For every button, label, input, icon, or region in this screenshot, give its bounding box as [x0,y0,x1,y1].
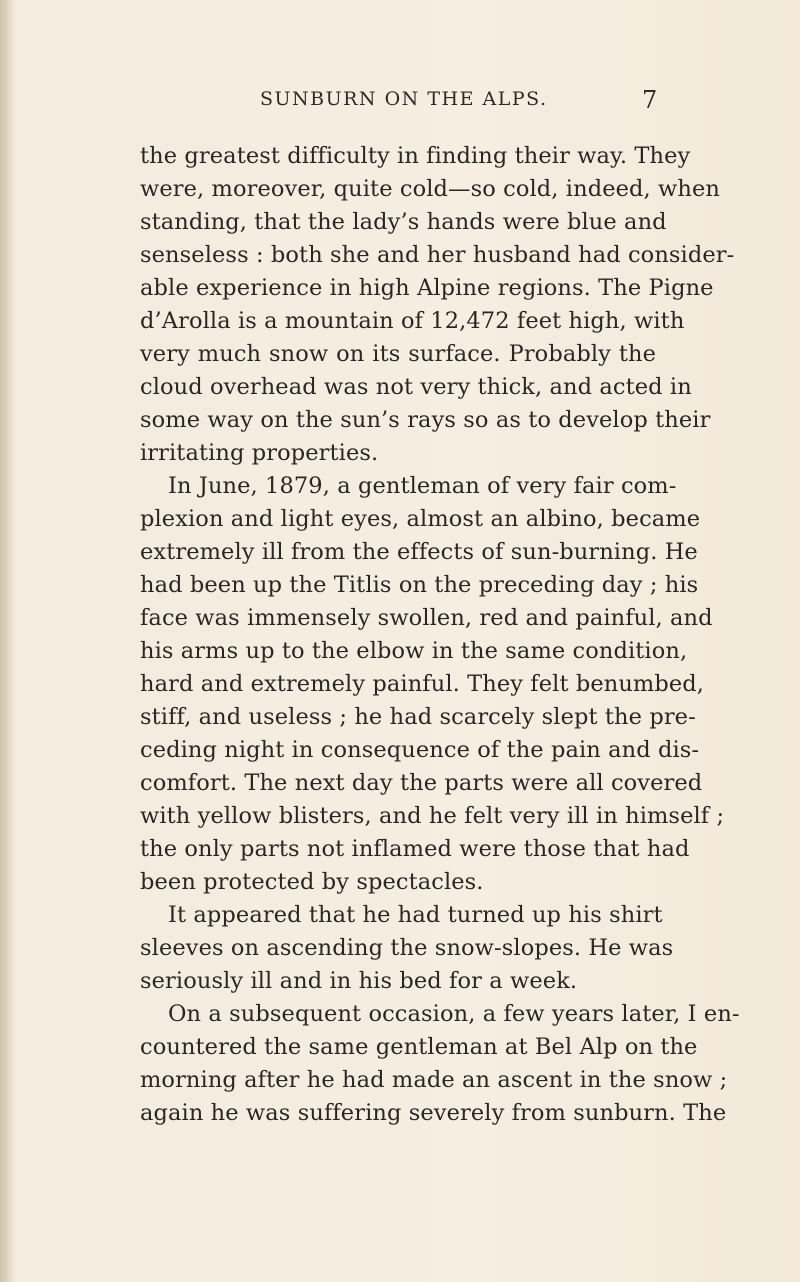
text-line: cloud overhead was not very thick, and acted in [140,374,692,400]
text-line: again he was suffering severely from sunburn. The [140,1100,727,1126]
text-line: face was immensely swollen, red and painful, and [140,605,713,631]
paragraph-start-line: It appeared that he had turned up his shirt [168,902,663,928]
paragraph-start-line: In June, 1879, a gentleman of very fair com- [168,473,677,499]
text-line: seriously ill and in his bed for a week. [140,968,578,994]
text-line: extremely ill from the effects of sun-burning. He [140,539,698,565]
text-line: stiff, and useless ; he had scarcely slept the pre- [140,704,696,730]
text-line: senseless : both she and her husband had consider- [140,242,735,268]
text-line: were, moreover, quite cold—so cold, indeed, when [140,176,720,202]
text-line: his arms up to the elbow in the same condition, [140,638,688,664]
paragraph-start-line: On a subsequent occasion, a few years later, I en- [168,1001,740,1027]
text-line: morning after he had made an ascent in the snow ; [140,1067,728,1093]
text-line: some way on the sun’s rays so as to develop their [140,407,711,433]
text-line: had been up the Titlis on the preceding day ; his [140,572,699,598]
text-line: sleeves on ascending the snow-slopes. He was [140,935,674,961]
text-line: hard and extremely painful. They felt benumbed, [140,671,705,697]
text-line: very much snow on its surface. Probably the [140,341,656,367]
body-text [140,140,740,1130]
text-line: ceding night in consequence of the pain and dis- [140,737,700,763]
text-line: irritating properties. [140,440,379,466]
text-line: been protected by spectacles. [140,869,484,895]
text-line: countered the same gentleman at Bel Alp on the [140,1034,698,1060]
text-line: standing, that the lady’s hands were blue and [140,209,667,235]
running-head [0,88,800,118]
text-line: with yellow blisters, and he felt very ill in himself ; [140,803,725,829]
text-line: the only parts not inflamed were those that had [140,836,690,862]
binding-gutter-shadow [0,0,14,1282]
text-line: the greatest difficulty in finding their way. They [140,143,691,169]
text-line: able experience in high Alpine regions. The Pigne [140,275,714,301]
running-title: SUNBURN ON THE ALPS. [260,88,548,110]
text-line: d’Arolla is a mountain of 12,472 feet high, with [140,308,685,334]
text-line: plexion and light eyes, almost an albino, became [140,506,701,532]
text-line: comfort. The next day the parts were all covered [140,770,703,796]
page-number: 7 [642,86,658,114]
